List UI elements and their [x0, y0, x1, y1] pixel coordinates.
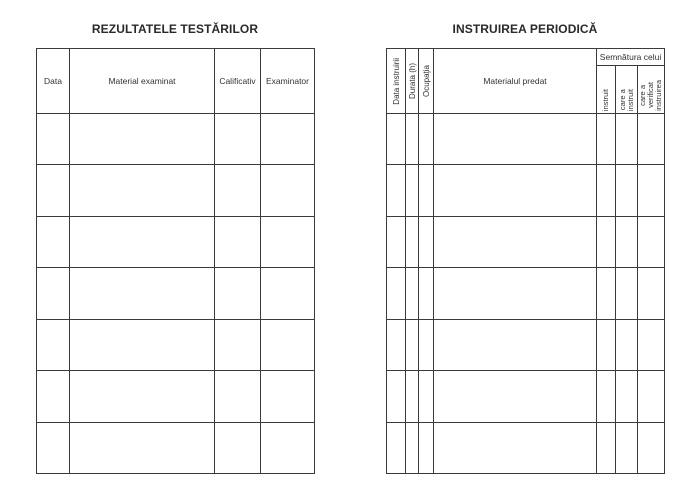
training-cell [638, 268, 665, 319]
training-cell [406, 114, 419, 165]
training-cell [387, 371, 406, 422]
training-cell [419, 268, 434, 319]
training-cell [638, 114, 665, 165]
test-results-cell [215, 422, 261, 473]
training-cell [616, 268, 638, 319]
training-cell [434, 216, 597, 267]
training-cell [406, 268, 419, 319]
training-cell [638, 371, 665, 422]
training-row [387, 422, 665, 473]
training-cell [419, 216, 434, 267]
header-sig-trained: instruit [597, 66, 616, 114]
training-cell [406, 165, 419, 216]
test-results-cell [261, 371, 315, 422]
training-row [387, 216, 665, 267]
test-results-cell [215, 371, 261, 422]
header-sig-verifier: care a verificat instruirea [638, 66, 665, 114]
test-results-cell [215, 165, 261, 216]
test-results-row [37, 114, 315, 165]
training-cell [419, 165, 434, 216]
training-cell [387, 216, 406, 267]
training-cell [387, 165, 406, 216]
training-cell [387, 114, 406, 165]
test-results-cell [37, 216, 70, 267]
test-results-row [37, 422, 315, 473]
training-cell [638, 216, 665, 267]
training-cell [616, 422, 638, 473]
training-row [387, 165, 665, 216]
training-cell [434, 319, 597, 370]
training-row [387, 319, 665, 370]
training-cell [406, 422, 419, 473]
training-cell [638, 165, 665, 216]
training-cell [406, 371, 419, 422]
training-cell [419, 114, 434, 165]
training-cell [597, 216, 616, 267]
header-row-top [387, 49, 665, 66]
training-cell [597, 371, 616, 422]
training-cell [387, 319, 406, 370]
test-results-cell [261, 114, 315, 165]
test-results-cell [261, 319, 315, 370]
training-cell [434, 422, 597, 473]
test-results-cell [70, 371, 215, 422]
header-date: Data [37, 49, 70, 114]
header-material-examined: Material examinat [70, 49, 215, 114]
training-cell [597, 422, 616, 473]
training-cell [616, 319, 638, 370]
right-page-title: INSTRUIREA PERIODICĂ [452, 22, 598, 36]
test-results-row [37, 165, 315, 216]
test-results-row [37, 319, 315, 370]
test-results-cell [215, 216, 261, 267]
training-cell [597, 165, 616, 216]
header-occupation: Ocupaţia [419, 49, 434, 114]
header-sig-trainer: care a instruit [616, 66, 638, 114]
test-results-row [37, 371, 315, 422]
training-cell [419, 422, 434, 473]
header-examiner: Examinator [261, 49, 315, 114]
test-results-cell [261, 165, 315, 216]
training-cell [616, 216, 638, 267]
test-results-cell [37, 165, 70, 216]
header-grade: Calificativ [215, 49, 261, 114]
training-cell [434, 114, 597, 165]
test-results-cell [70, 319, 215, 370]
training-cell [387, 268, 406, 319]
periodic-training-table [386, 48, 665, 474]
test-results-row [37, 268, 315, 319]
training-cell [406, 319, 419, 370]
header-duration: Durata (h) [406, 49, 419, 114]
test-results-cell [70, 268, 215, 319]
test-results-cell [215, 268, 261, 319]
training-cell [597, 114, 616, 165]
test-results-table [36, 48, 315, 474]
training-cell [419, 371, 434, 422]
test-results-cell [70, 422, 215, 473]
test-results-cell [37, 319, 70, 370]
test-results-cell [215, 114, 261, 165]
header-training-date: Data instruirii [387, 49, 406, 114]
test-results-cell [37, 268, 70, 319]
test-results-cell [261, 268, 315, 319]
training-cell [434, 371, 597, 422]
training-cell [434, 268, 597, 319]
test-results-cell [261, 422, 315, 473]
training-cell [638, 319, 665, 370]
training-cell [597, 319, 616, 370]
training-cell [434, 165, 597, 216]
training-cell [387, 422, 406, 473]
test-results-cell [261, 216, 315, 267]
training-cell [616, 165, 638, 216]
header-material-taught: Materialul predat [434, 49, 597, 114]
training-cell [616, 114, 638, 165]
header-row [37, 49, 315, 114]
training-row [387, 268, 665, 319]
test-results-cell [70, 165, 215, 216]
test-results-cell [37, 422, 70, 473]
training-cell [638, 422, 665, 473]
test-results-cell [70, 216, 215, 267]
test-results-cell [70, 114, 215, 165]
left-page-title: REZULTATELE TESTĂRILOR [91, 22, 259, 36]
training-cell [597, 268, 616, 319]
training-cell [419, 319, 434, 370]
training-row [387, 114, 665, 165]
test-results-cell [215, 319, 261, 370]
training-cell [616, 371, 638, 422]
test-results-cell [37, 371, 70, 422]
test-results-row [37, 216, 315, 267]
test-results-cell [37, 114, 70, 165]
training-row [387, 371, 665, 422]
training-cell [406, 216, 419, 267]
header-signature: Semnătura celui [597, 49, 665, 66]
